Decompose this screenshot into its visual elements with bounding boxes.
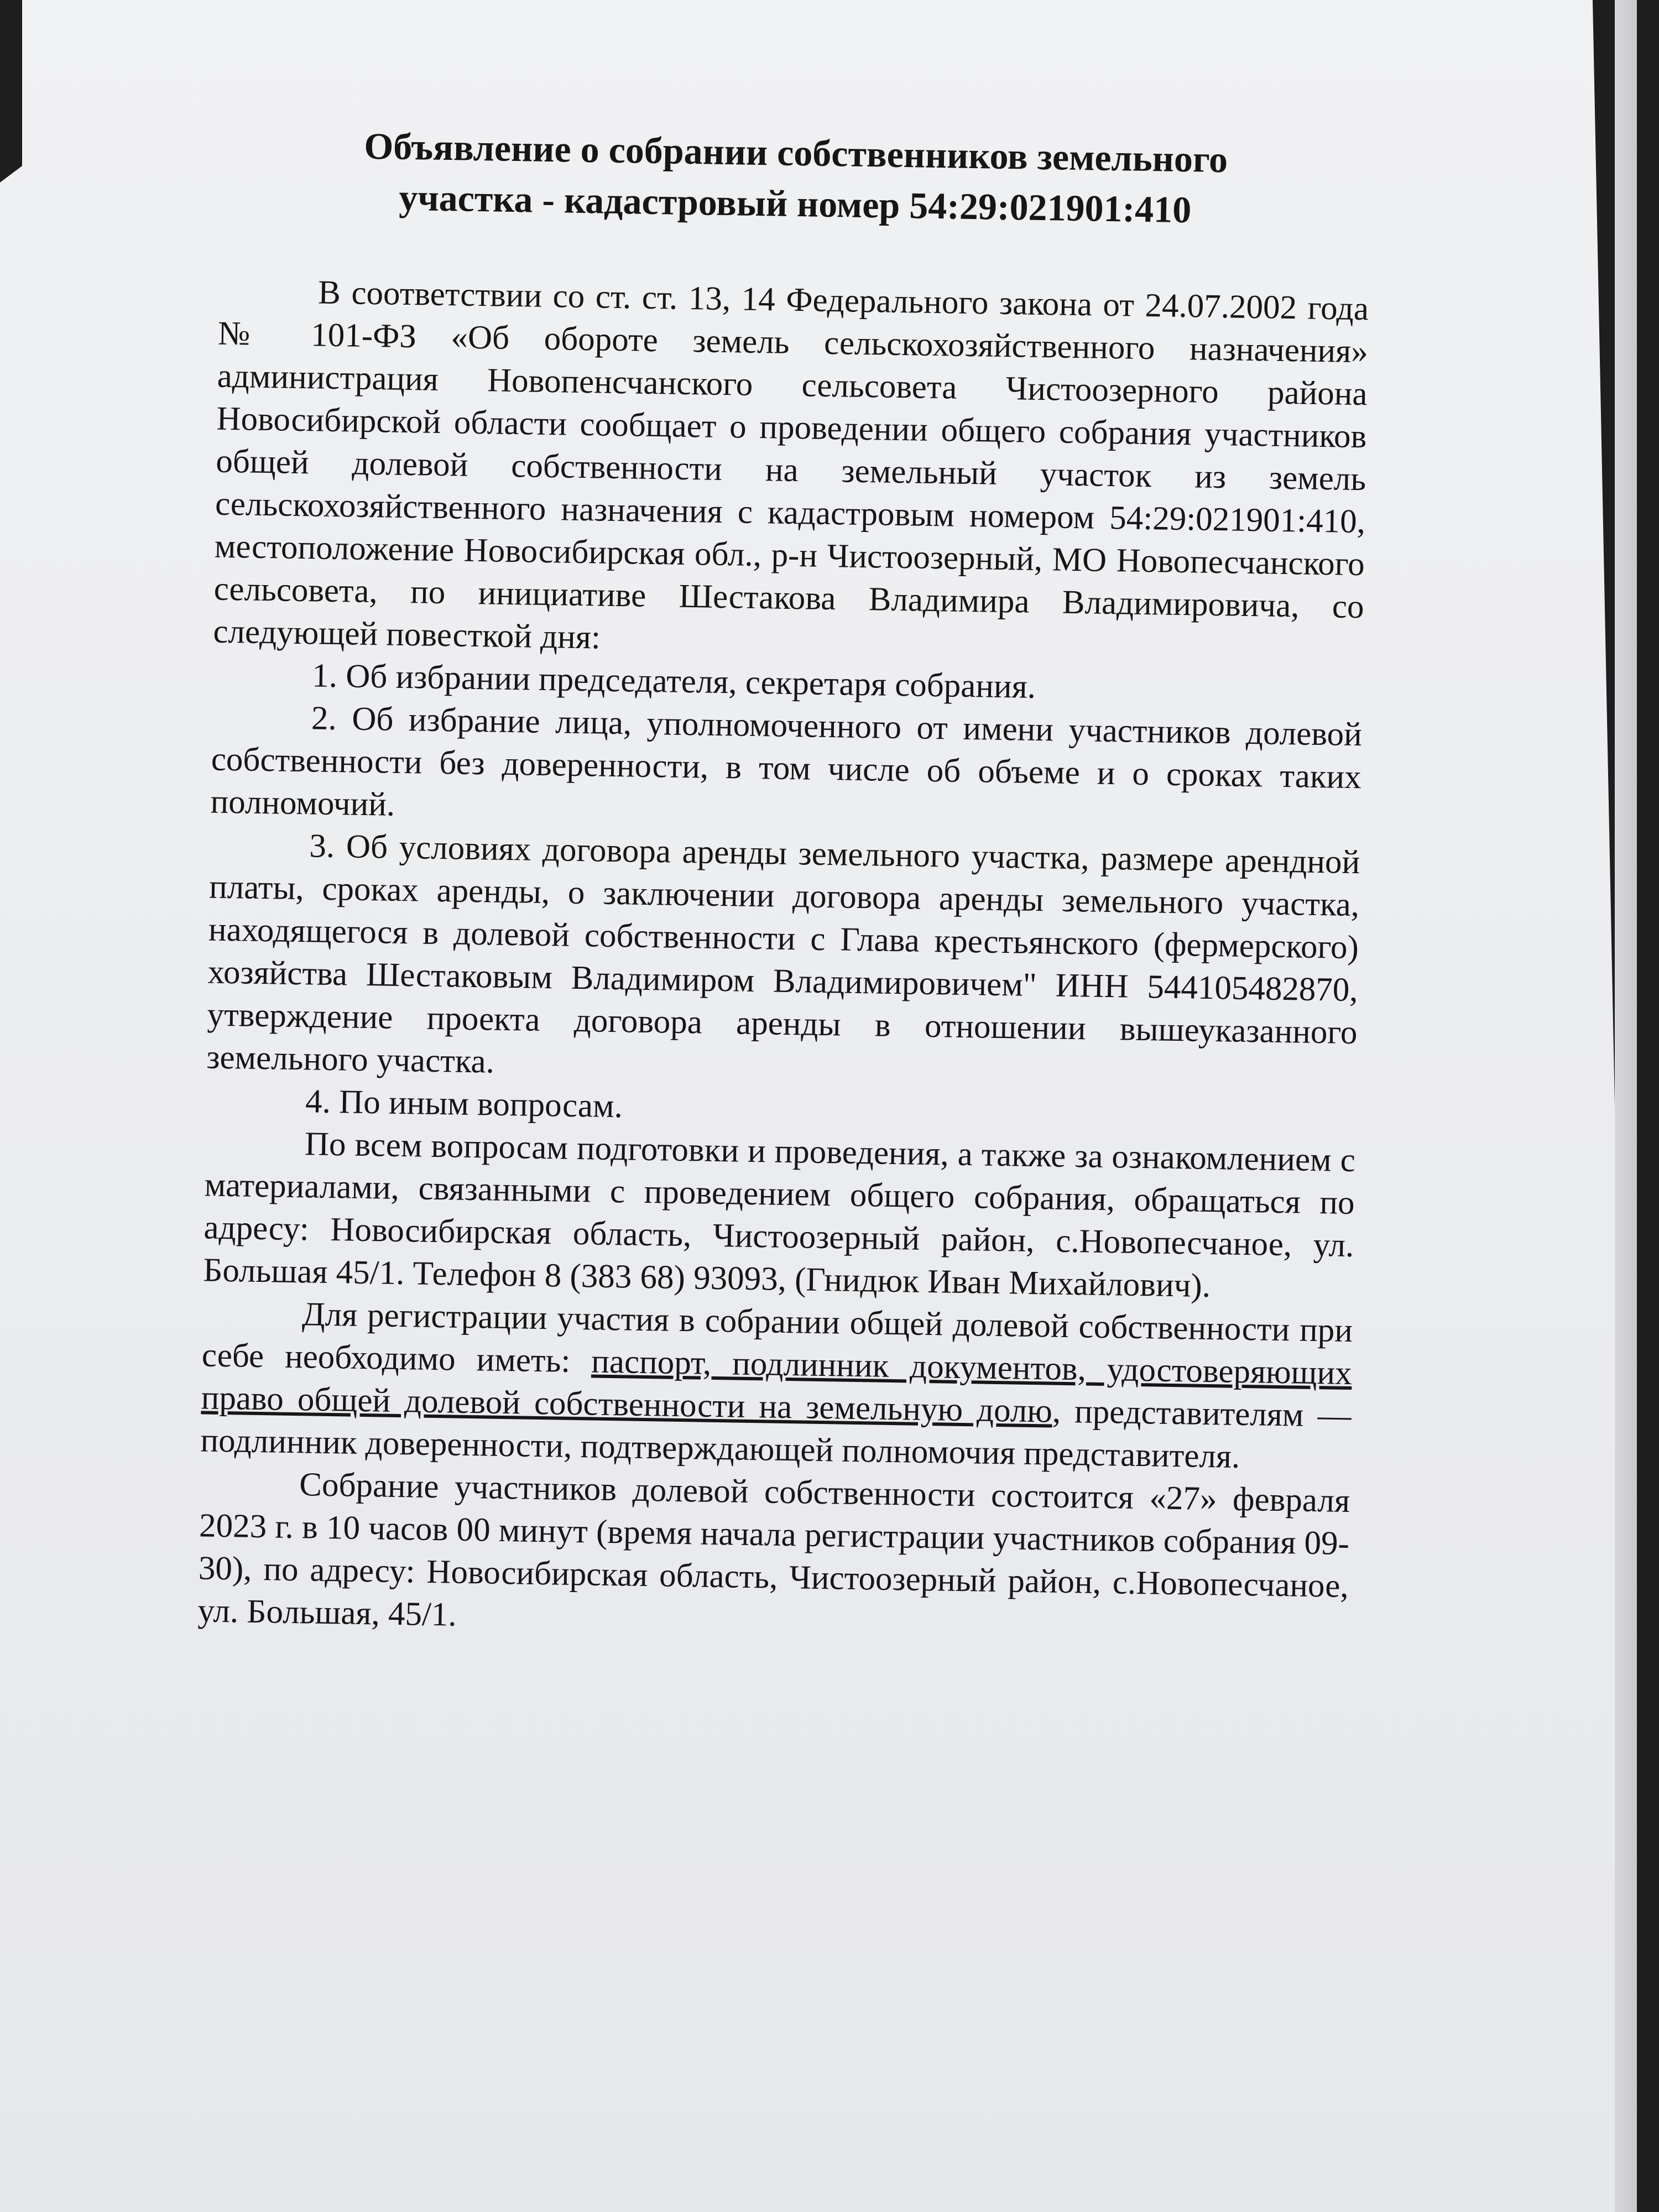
registration-tail: , представителям — подлинник доверенности, подтверждающей полномочия представителя. <box>200 1392 1352 1475</box>
announcement-document <box>197 118 1371 1650</box>
title-line-1: Объявление о собрании собственников земельного <box>363 124 1228 181</box>
agenda-item-1: 1. Об избрании председателя, секретаря собрания. <box>311 657 1036 706</box>
intro-paragraph: В соответствии со ст. ст. 13, 14 Федерального закона от 24.07.2002 года № 101-ФЗ «Об обороте земель сельскохозяйственного назначения» администрация Новопенсчанского сельсовета Чистоозерного района Новосибирской области сообщает о проведении общего собрания участников общей долевой собственности на земельный участок из земель сельскохозяйственного назначения с кадастровым номером 54:29:021901:410, местоположение Новосибирская обл., р-н Чистоозерный, МО Новопесчанского сельсовета, по инициативе Шестакова Владимира Владимировича, со следующей повесткой дня: <box>213 274 1369 656</box>
document-body <box>197 270 1369 1650</box>
agenda-item-2: 2. Об избрание лица, уполномоченного от имени участников долевой собственности без доверенности, в том числе об объеме и о сроках таких полномочий. <box>210 700 1363 823</box>
paper-stack-edge <box>1615 0 1637 2212</box>
contact-paragraph: По всем вопросам подготовки и проведения, а также за ознакомлением с материалами, связанными с проведением общего собрания, обращаться по адресу: Новосибирская область, Чистоозерный район, с.Новопесчаное, ул. Большая 45/1. Телефон 8 (383 68) 93093, (Гнидюк Иван Михайлович). <box>202 1125 1356 1305</box>
document-title <box>220 118 1371 238</box>
registration-lead: Для регистрации участия в собрании общей долевой собственности при себе необходимо иметь: <box>201 1296 1353 1380</box>
registration-paragraph <box>200 1291 1353 1480</box>
agenda-item-4: 4. По иным вопросам. <box>305 1083 623 1125</box>
meeting-paragraph: Собрание участников долевой собственности состоится «27» февраля 2023 г. в 10 часов 00 минут (время начала регистрации участников собрания 09-30), по адресу: Новосибирская область, Чистоозерный район, с.Новопесчаное, ул. Большая, 45/1. <box>197 1466 1350 1634</box>
registration-required-documents: паспорт, подлинник документов, удостоверяющих право общей долевой собственности на земельную долю <box>201 1343 1353 1430</box>
agenda-item-3: 3. Об условиях договора аренды земельного участка, размере арендной платы, сроках аренды, о заключении договора аренды земельного участка, находящегося в долевой собственности с Глава крестьянского (фермерского) хозяйства Шестаковым Владимиром Владимировичем" ИНН 544105482870, утверждение проекта договора аренды в отношении вышеуказанного земельного участка. <box>206 827 1360 1081</box>
title-line-2: участка - кадастровый номер 54:29:021901:410 <box>398 176 1192 231</box>
